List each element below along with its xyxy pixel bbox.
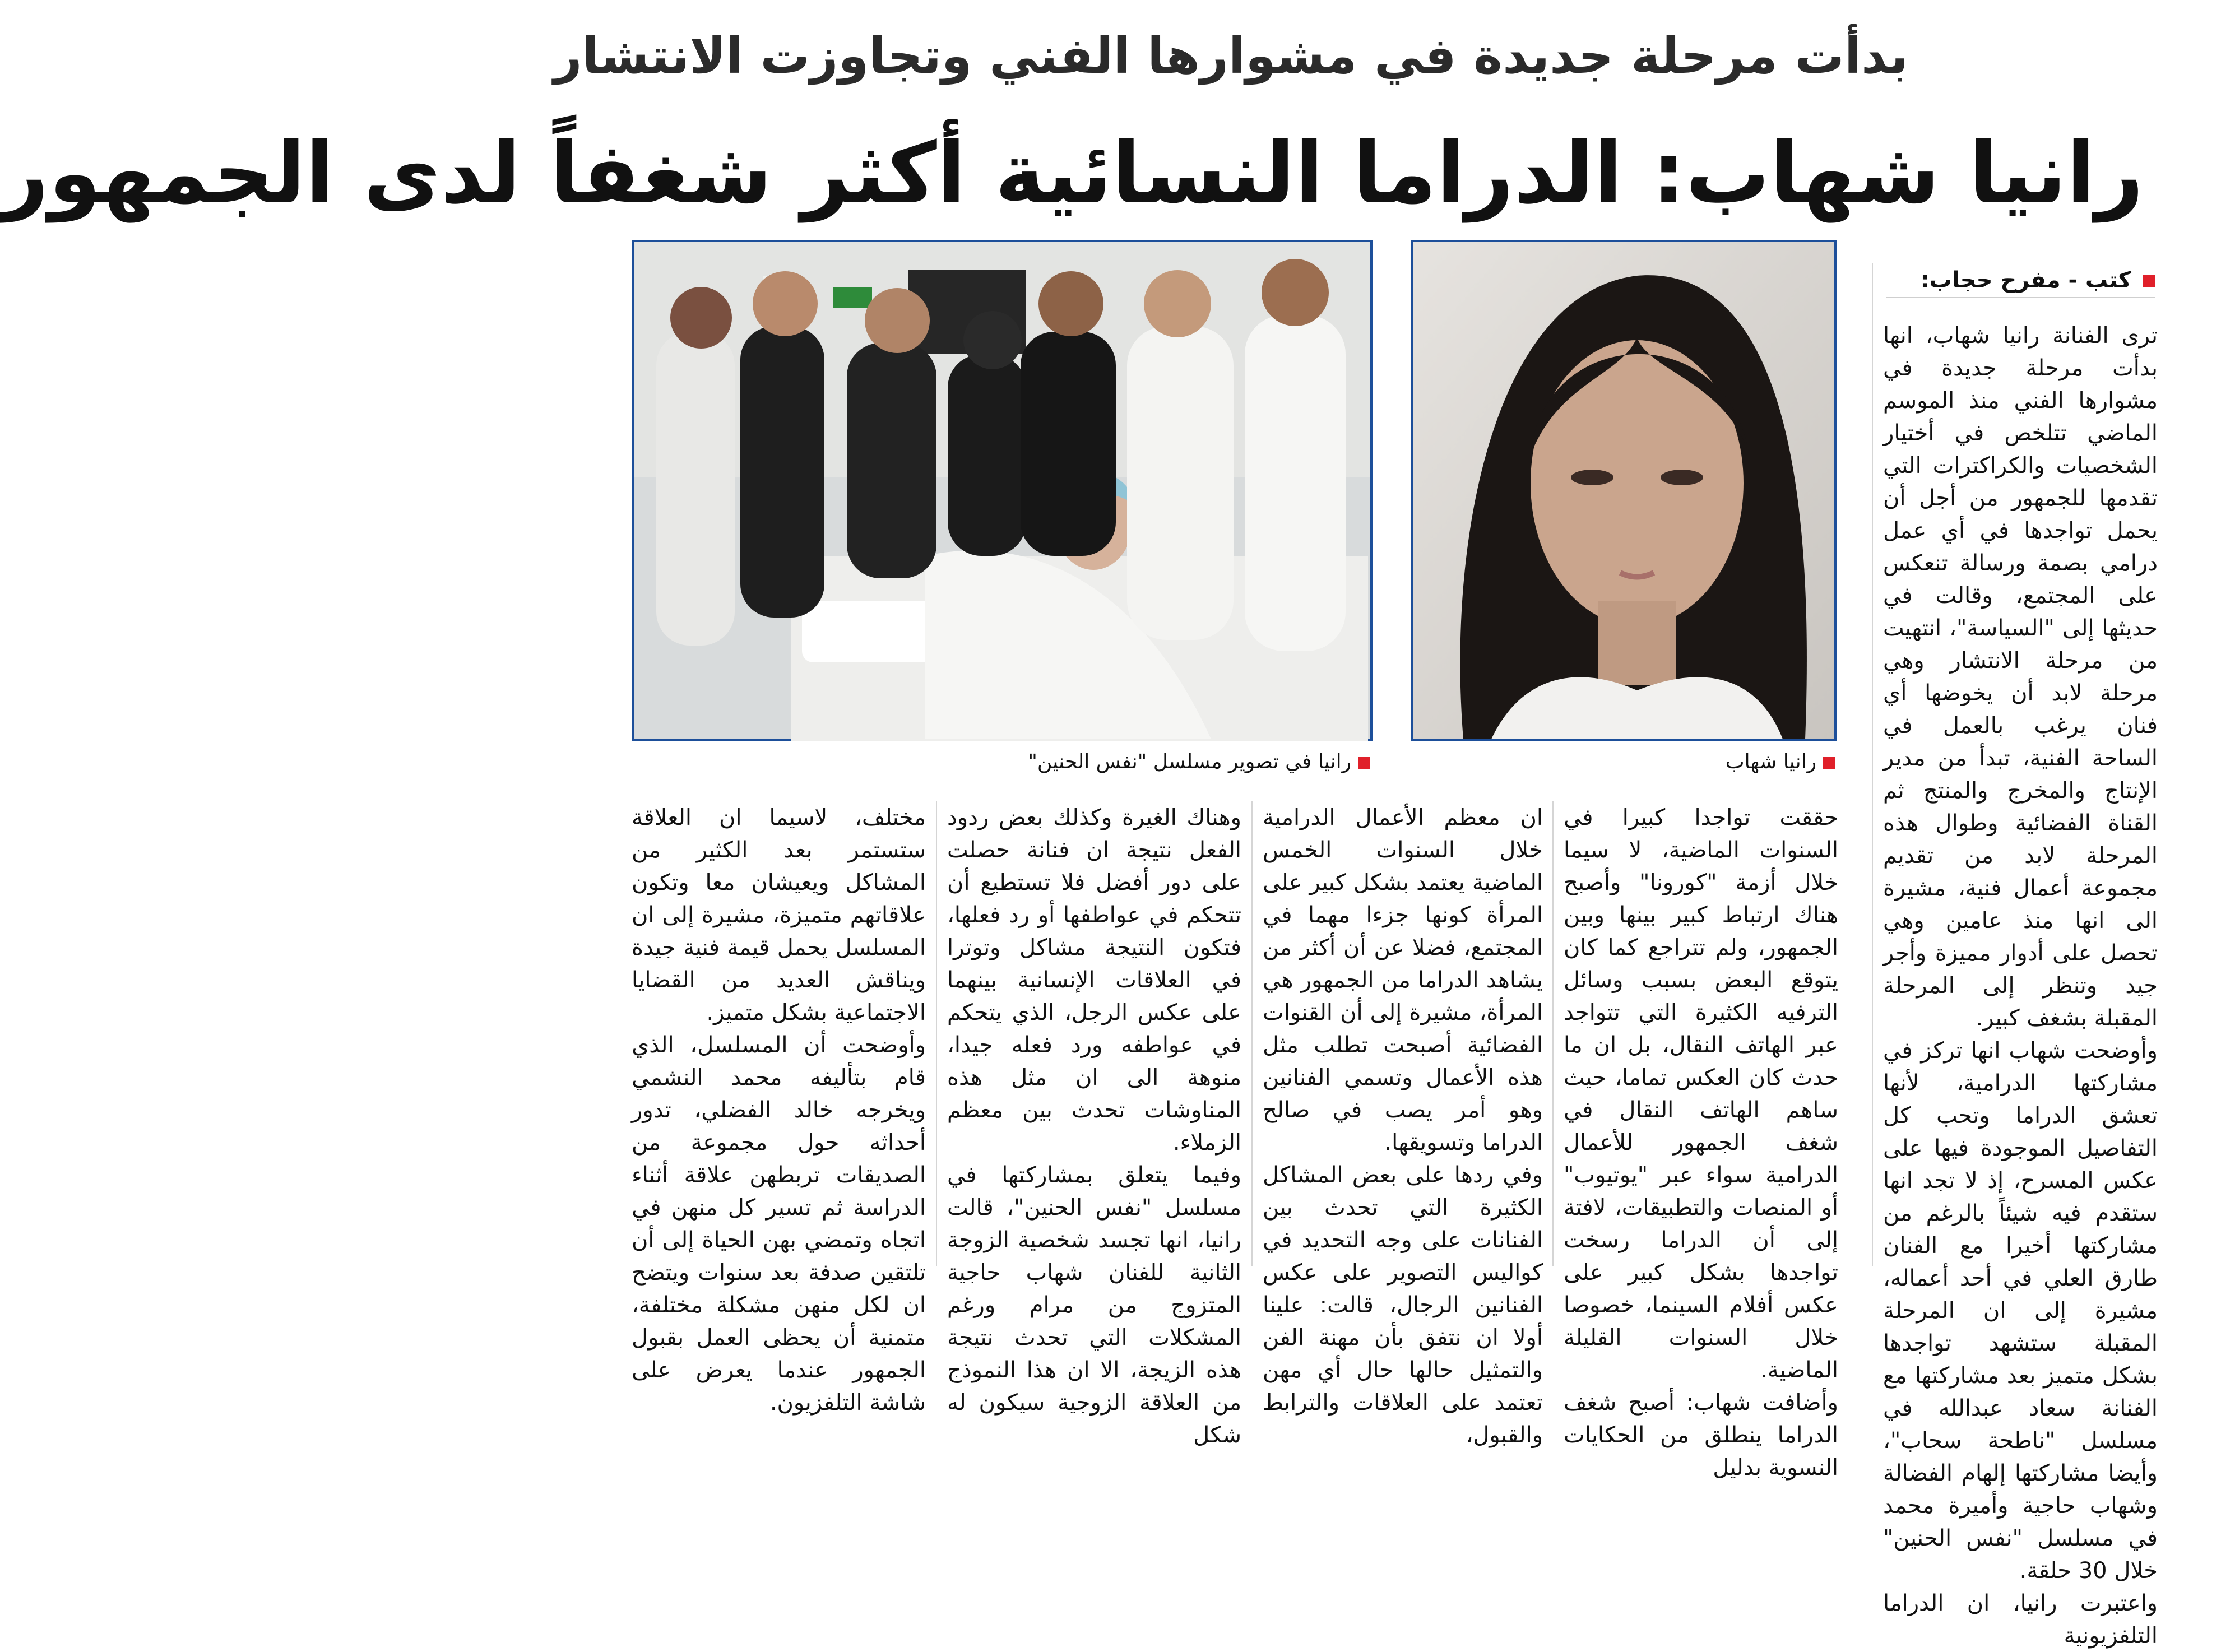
portrait-photo <box>1411 240 1837 741</box>
column-divider <box>1872 263 1873 1266</box>
paragraph: وفيما يتعلق بمشاركتها في مسلسل "نفس الحنين"، قالت رانيا، انها تجسد شخصية الزوجة الثانية للفنان شهاب حاجية المتزوج من مرام ورغم المشكلات التي تحدث نتيجة هذه الزيجة، الا ان هذا النموذج من العلاقة الزوجية سيكون له شكل <box>947 1162 1241 1448</box>
article-column-3 <box>1263 801 1543 1448</box>
paragraph: وأوضحت أن المسلسل، الذي قام بتأليفه محمد النشمي ويخرجه خالد الفضلي، تدور أحداثه حول مجموعة من الصديقات تربطهن علاقة أثناء الدراسة ثم تسير كل منهن في اتجاه وتمضي بهن الحياة إلى أن تلتقين صدفة بعد سنوات ويتضح ان لكل منهن مشكلة مختلفة، متمنية أن يحظى العمل بقبول الجمهور عندما يعرض على شاشة التلفزيون. <box>632 1032 926 1416</box>
article-column-1 <box>1883 319 2158 1649</box>
main-headline: رانيا شهاب: الدراما النسائية أكثر شغفاً لدى الجمهور <box>0 125 2144 222</box>
paragraph: وفي ردها على بعض المشاكل الكثيرة التي تحدث بين الفنانات على وجه التحديد في كواليس التصوير على عكس الفنانين الرجال، قالت: علينا أولا ان نتفق بأن مهنة الفن والتمثيل حالها حال أي مهن تعتمد على العلاقات والترابط والقبول، <box>1263 1162 1543 1448</box>
group-caption-text: رانيا في تصوير مسلسل "نفس الحنين" <box>1028 750 1351 773</box>
group-photo <box>632 240 1373 741</box>
red-square-marker <box>2143 275 2155 287</box>
kicker-headline: بدأت مرحلة جديدة في مشوارها الفني وتجاوزت الانتشار <box>553 27 1908 85</box>
paragraph: ترى الفنانة رانيا شهاب، انها بدأت مرحلة جديدة في مشوارها الفني منذ الموسم الماضي تتلخص في أختيار الشخصيات والكراكترات التي تقدمها للجمهور من أجل أن يحمل تواجدها في أي عمل درامي بصمة ورسالة تنعكس على المجتمع، وقالت في حديثها إلى "السياسة"، انتهيت من مرحلة الانتشار وهي مرحلة لابد أن يخوضها أي فنان يرغب بالعمل في الساحة الفنية، تبدأ من مدير الإنتاج والمخرج والمنتج ثم القناة الفضائية وطوال هذه المرحلة لابد من تقديم مجموعة أعمال فنية، مشيرة الى انها منذ عامين وهي تحصل على أدوار مميزة وأجر جيد وتنظر إلى المرحلة المقبلة بشغف كبير. <box>1883 323 2158 1031</box>
byline-text: كتب - مفرح حجاب: <box>1920 267 2131 293</box>
byline <box>1886 263 2155 298</box>
paragraph: وهناك الغيرة وكذلك بعض ردود الفعل نتيجة ان فنانة حصلت على دور أفضل فلا تستطيع أن تتحكم في عواطفها أو رد فعلها، فتكون النتيجة مشاكل وتوترا في العلاقات الإنسانية بينهما على عكس الرجل، الذي يتحكم في عواطفه ورد فعله جيدا، منوهة الى ان مثل هذه المناوشات تحدث بين معظم الزملاء. <box>947 805 1241 1156</box>
portrait-caption-text: رانيا شهاب <box>1725 750 1816 773</box>
column-divider <box>1251 801 1253 1266</box>
paragraph: ان معظم الأعمال الدرامية خلال السنوات الخمس الماضية يعتمد بشكل كبير على المرأة كونها جزءا مهما في المجتمع، فضلا عن أن أكثر من يشاهد الدراما من الجمهور هي المرأة، مشيرة إلى أن القنوات الفضائية أصبحت تطلب مثل هذه الأعمال وتسمي الفنانين وهو أمر يصب في صالح الدراما وتسويقها. <box>1263 805 1543 1156</box>
article-column-5 <box>632 801 926 1416</box>
red-square-marker <box>1358 757 1370 769</box>
article-column-2 <box>1564 801 1838 1481</box>
paragraph: وأوضحت شهاب انها تركز في مشاركتها الدرامية، لأنها تعشق الدراما وتحب كل التفاصيل الموجودة فيها على عكس المسرح، إذ لا تجد انها ستقدم فيه شيئاً بالرغم من مشاركتها أخيرا مع الفنان طارق العلي في أحد أعماله، مشيرة إلى ان المرحلة المقبلة ستشهد تواجدها بشكل متميز بعد مشاركتها مع الفنانة سعاد عبدالله في مسلسل "ناطحة سحاب"، وأيضا مشاركتها إلهام الفضالة وشهاب حاجية وأميرة محمد في مسلسل "نفس الحنين" خلال 30 حلقة. <box>1883 1038 2158 1584</box>
portrait-caption <box>1673 748 1835 776</box>
group-caption <box>1000 748 1370 776</box>
column-divider <box>1552 801 1554 1266</box>
article-column-4 <box>947 801 1241 1448</box>
red-square-marker <box>1823 757 1835 769</box>
paragraph: واعتبرت رانيا، ان الدراما التلفزيونية <box>1883 1590 2158 1649</box>
portrait-illustration <box>1413 242 1834 739</box>
paragraph: وأضافت شهاب: أصبح شغف الدراما ينطلق من الحكايات النسوية بدليل <box>1564 1390 1838 1481</box>
paragraph: مختلف، لاسيما ان العلاقة ستستمر بعد الكثير من المشاكل ويعيشان معا وتكون علاقاتهم متميزة، مشيرة إلى ان المسلسل يحمل قيمة فنية جيدة ويناقش العديد من القضايا الاجتماعية بشكل متميز. <box>632 805 926 1025</box>
hospital-scene-illustration <box>634 242 1370 739</box>
paragraph: حققت تواجدا كبيرا في السنوات الماضية، لا سيما خلال أزمة "كورونا" وأصبح هناك ارتباط كبير بينها وبين الجمهور، ولم تتراجع كما كان يتوقع البعض بسبب وسائل الترفيه الكثيرة التي تتواجد عبر الهاتف النقال، بل ان ما حدث كان العكس تماما، حيث ساهم الهاتف النقال في شغف الجمهور للأعمال الدرامية سواء عبر "يوتيوب" أو المنصات والتطبيقات، لافتة إلى أن الدراما رسخت تواجدها بشكل كبير على عكس أفلام السينما، خصوصا خلال السنوات القليلة الماضية. <box>1564 805 1838 1383</box>
column-divider <box>936 801 937 1266</box>
